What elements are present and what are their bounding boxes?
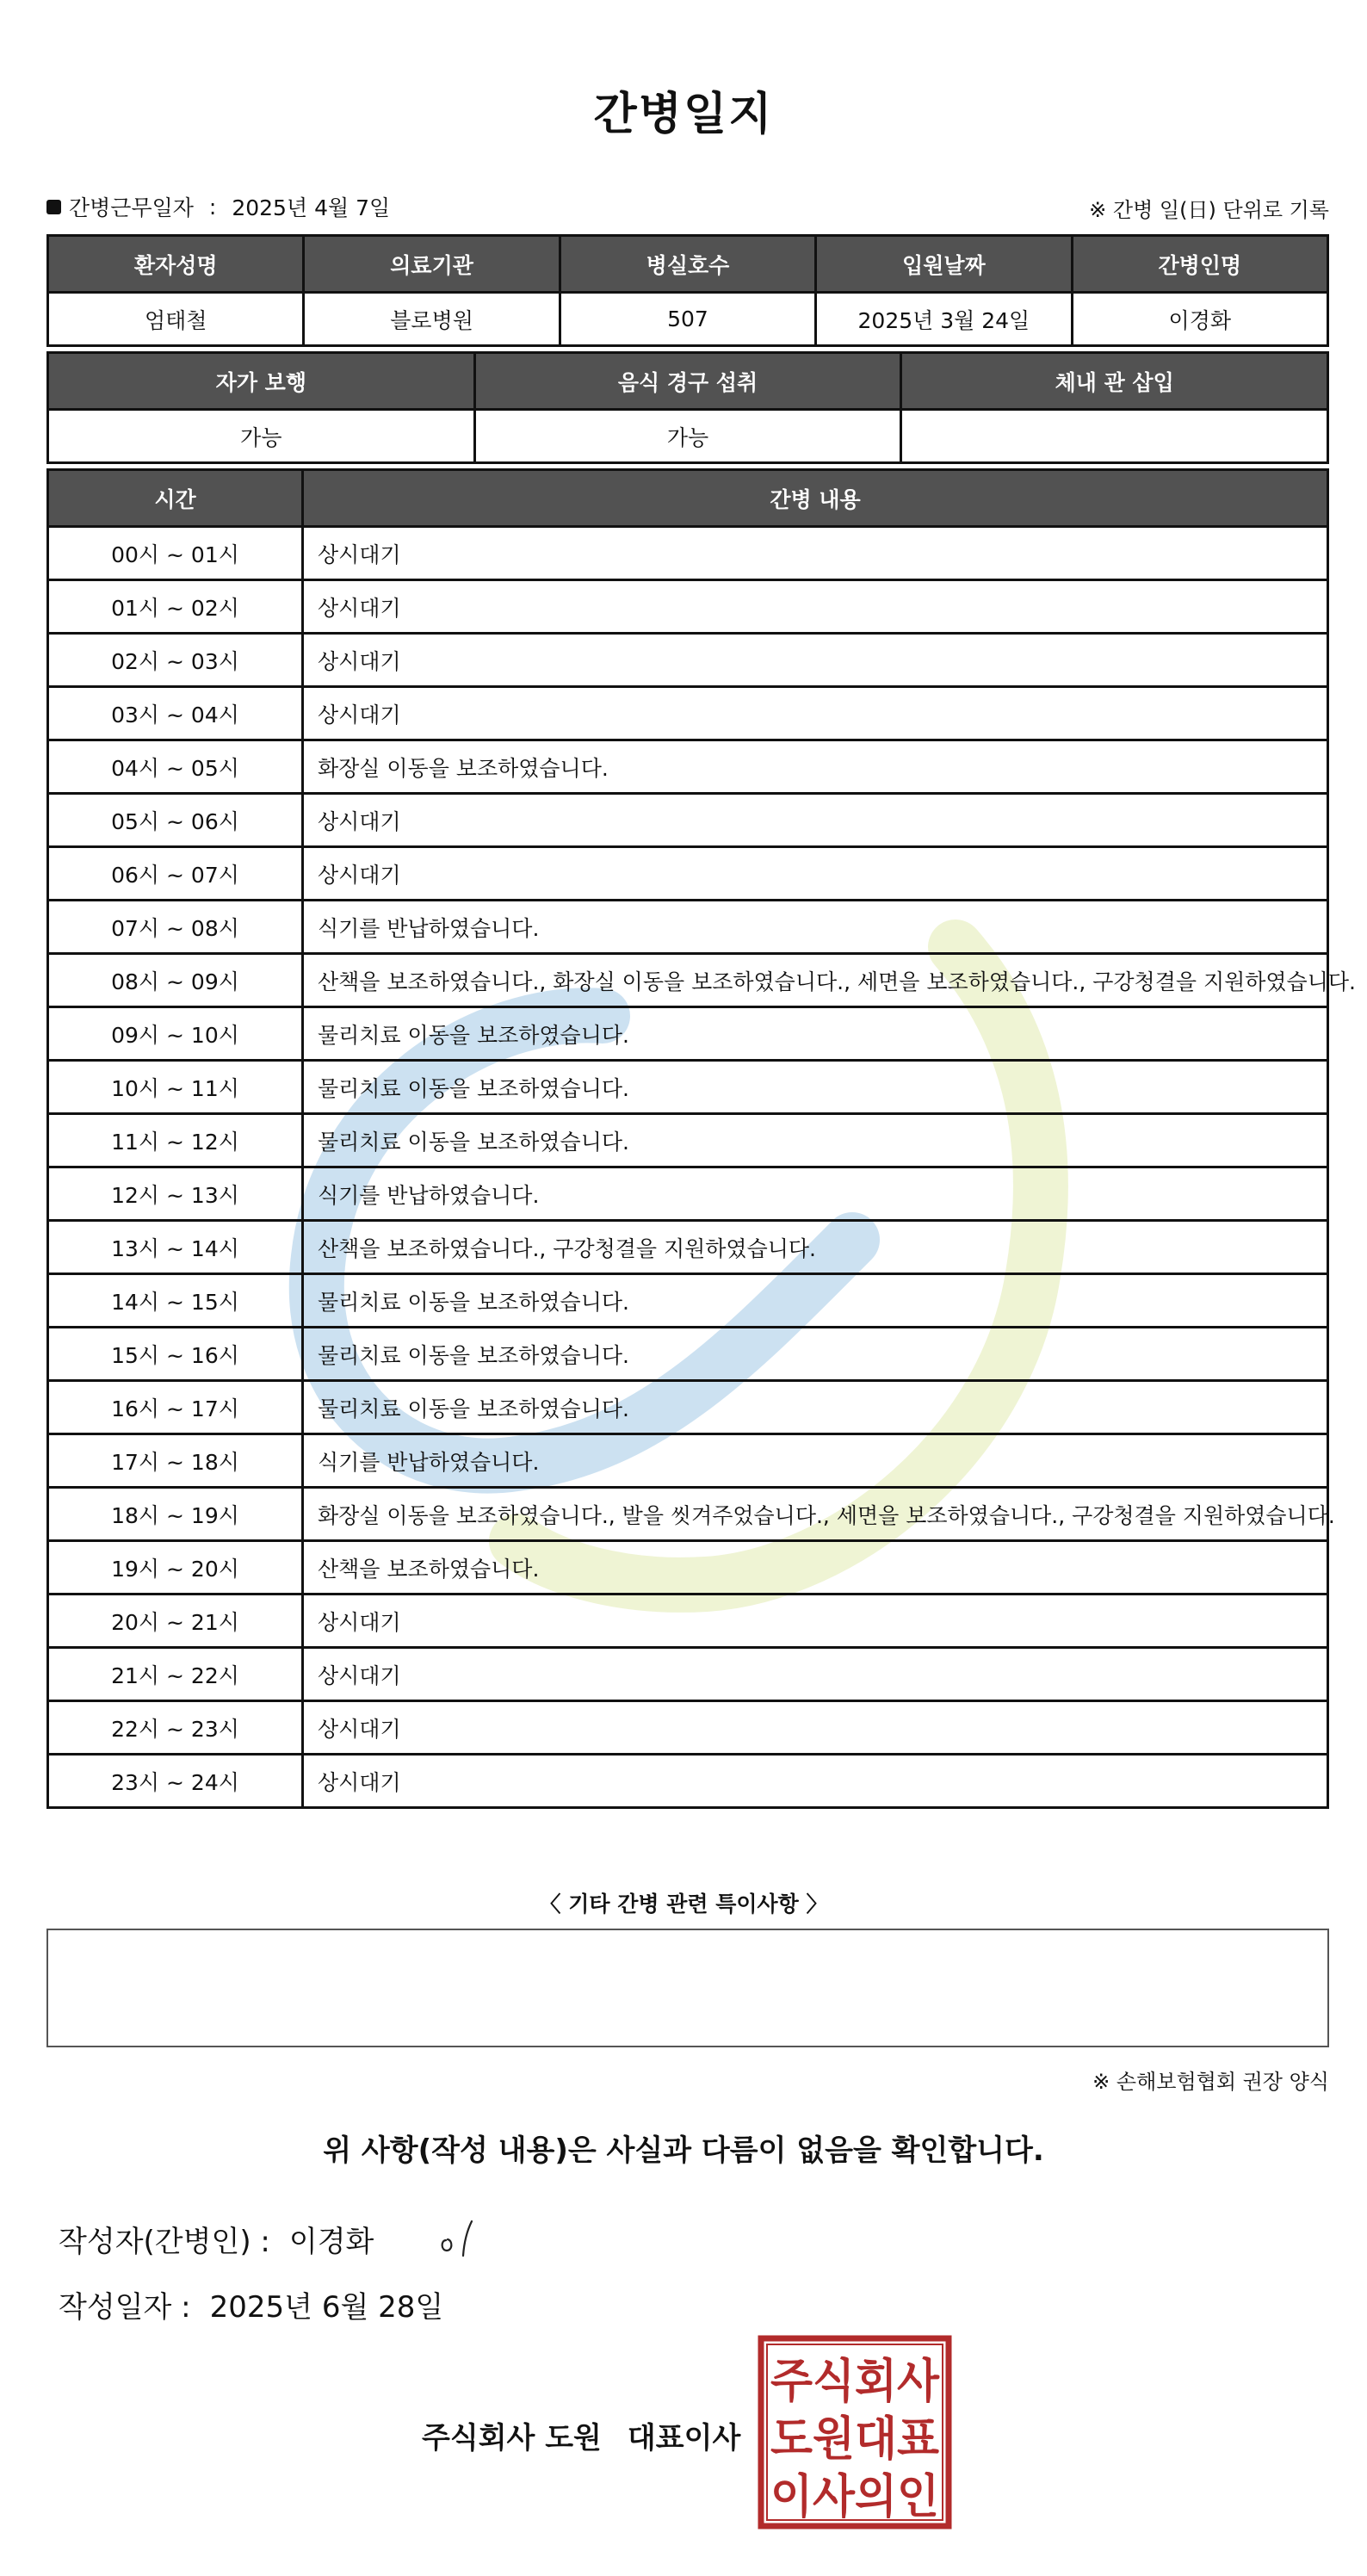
care-content-cell: 물리치료 이동을 보조하였습니다. bbox=[303, 1328, 1328, 1381]
notes-box bbox=[46, 1929, 1329, 2047]
care-row bbox=[48, 1541, 1328, 1595]
notes-title: 〈 기타 간병 관련 특이사항 〉 bbox=[539, 1892, 828, 1917]
care-content-cell: 상시대기 bbox=[303, 580, 1328, 634]
header-care-content: 간병 내용 bbox=[303, 470, 1328, 527]
header-patient-name: 환자성명 bbox=[48, 236, 304, 293]
care-row bbox=[48, 1007, 1328, 1061]
time-cell: 16시 ~ 17시 bbox=[48, 1381, 303, 1434]
care-row bbox=[48, 740, 1328, 794]
representative-title: 대표이사 bbox=[627, 2421, 741, 2455]
care-content-cell: 식기를 반납하였습니다. bbox=[303, 901, 1328, 954]
hospital-value: 블로병원 bbox=[304, 293, 560, 346]
time-cell: 11시 ~ 12시 bbox=[48, 1114, 303, 1167]
care-content-cell: 상시대기 bbox=[303, 634, 1328, 687]
time-cell: 06시 ~ 07시 bbox=[48, 847, 303, 901]
writer-line bbox=[59, 2218, 374, 2260]
care-content-cell: 상시대기 bbox=[303, 794, 1328, 847]
care-rows bbox=[48, 527, 1356, 1808]
care-row bbox=[48, 1755, 1328, 1808]
patient-info-table bbox=[46, 234, 1329, 347]
time-cell: 08시 ~ 09시 bbox=[48, 954, 303, 1007]
care-row bbox=[48, 580, 1328, 634]
care-row bbox=[48, 1328, 1328, 1381]
care-header-row bbox=[48, 470, 1328, 527]
care-content-cell: 물리치료 이동을 보조하였습니다. bbox=[303, 1061, 1328, 1114]
time-cell: 18시 ~ 19시 bbox=[48, 1488, 303, 1541]
header-time: 시간 bbox=[48, 470, 303, 527]
company-name: 주식회사 도원 bbox=[422, 2421, 602, 2455]
header-room-number: 병실호수 bbox=[560, 236, 815, 293]
work-date-line bbox=[46, 191, 390, 222]
admission-date-value: 2025년 3월 24일 bbox=[816, 293, 1072, 346]
care-content-cell: 물리치료 이동을 보조하였습니다. bbox=[303, 1114, 1328, 1167]
care-content-cell: 상시대기 bbox=[303, 847, 1328, 901]
care-content-cell: 화장실 이동을 보조하였습니다. bbox=[303, 740, 1328, 794]
care-row bbox=[48, 1434, 1328, 1488]
room-number-value: 507 bbox=[560, 293, 815, 346]
care-content-cell: 상시대기 bbox=[303, 1755, 1328, 1808]
header-hospital: 의료기관 bbox=[304, 236, 560, 293]
care-content-cell: 산책을 보조하였습니다., 구강청결을 지원하였습니다. bbox=[303, 1221, 1328, 1274]
care-row bbox=[48, 1595, 1328, 1648]
time-cell: 07시 ~ 08시 bbox=[48, 901, 303, 954]
time-cell: 15시 ~ 16시 bbox=[48, 1328, 303, 1381]
time-cell: 23시 ~ 24시 bbox=[48, 1755, 303, 1808]
time-cell: 17시 ~ 18시 bbox=[48, 1434, 303, 1488]
work-date-label: 간병근무일자 bbox=[69, 195, 194, 220]
care-row bbox=[48, 1167, 1328, 1221]
care-content-cell: 식기를 반납하였습니다. bbox=[303, 1167, 1328, 1221]
time-cell: 12시 ~ 13시 bbox=[48, 1167, 303, 1221]
care-row bbox=[48, 1114, 1328, 1167]
care-row bbox=[48, 954, 1328, 1007]
tube-insertion-value bbox=[901, 410, 1328, 463]
care-row bbox=[48, 1381, 1328, 1434]
seal-line-2: 도원대표 bbox=[770, 2412, 939, 2466]
time-cell: 10시 ~ 11시 bbox=[48, 1061, 303, 1114]
header-caregiver-name: 간병인명 bbox=[1072, 236, 1327, 293]
seal-line-3: 이사의인 bbox=[770, 2469, 939, 2523]
time-cell: 09시 ~ 10시 bbox=[48, 1007, 303, 1061]
care-row bbox=[48, 1221, 1328, 1274]
handwritten-signature bbox=[437, 2211, 489, 2263]
care-content-table bbox=[46, 468, 1356, 1809]
time-cell: 01시 ~ 02시 bbox=[48, 580, 303, 634]
care-row bbox=[48, 794, 1328, 847]
time-cell: 21시 ~ 22시 bbox=[48, 1648, 303, 1701]
care-row bbox=[48, 634, 1328, 687]
care-content-cell: 물리치료 이동을 보조하였습니다. bbox=[303, 1274, 1328, 1328]
unit-note: ※ 간병 일(日) 단위로 기록 bbox=[1089, 198, 1329, 222]
company-line bbox=[422, 2414, 740, 2456]
patient-status-table bbox=[46, 351, 1329, 464]
time-cell: 19시 ~ 20시 bbox=[48, 1541, 303, 1595]
document-title: 간병일지 bbox=[593, 89, 774, 140]
time-cell: 02시 ~ 03시 bbox=[48, 634, 303, 687]
care-content-cell: 식기를 반납하였습니다. bbox=[303, 1434, 1328, 1488]
care-content-cell: 화장실 이동을 보조하였습니다., 발을 씻겨주었습니다., 세면을 보조하였습니다., 구강청결을 지원하였습니다. bbox=[303, 1488, 1328, 1541]
time-cell: 14시 ~ 15시 bbox=[48, 1274, 303, 1328]
square-bullet-icon bbox=[46, 200, 61, 214]
care-content-cell: 상시대기 bbox=[303, 1648, 1328, 1701]
care-content-cell: 물리치료 이동을 보조하였습니다. bbox=[303, 1007, 1328, 1061]
written-date-label: 작성일자 : bbox=[59, 2290, 191, 2325]
care-row bbox=[48, 1061, 1328, 1114]
time-cell: 04시 ~ 05시 bbox=[48, 740, 303, 794]
company-seal-stamp bbox=[758, 2335, 952, 2530]
patient-info-value-row bbox=[48, 293, 1328, 346]
care-row bbox=[48, 1701, 1328, 1755]
oral-intake-value: 가능 bbox=[474, 410, 901, 463]
care-row bbox=[48, 1648, 1328, 1701]
care-row bbox=[48, 687, 1328, 740]
patient-status-header-row bbox=[48, 353, 1328, 410]
header-oral-intake: 음식 경구 섭취 bbox=[474, 353, 901, 410]
time-cell: 22시 ~ 23시 bbox=[48, 1701, 303, 1755]
care-row bbox=[48, 527, 1328, 580]
care-row bbox=[48, 1488, 1328, 1541]
patient-name-value: 엄태철 bbox=[48, 293, 304, 346]
writer-name: 이경화 bbox=[288, 2225, 374, 2259]
self-walking-value: 가능 bbox=[48, 410, 475, 463]
care-content-cell: 산책을 보조하였습니다. bbox=[303, 1541, 1328, 1595]
caregiver-name-value: 이경화 bbox=[1072, 293, 1327, 346]
written-date-line bbox=[59, 2283, 443, 2325]
care-row bbox=[48, 901, 1328, 954]
care-content-cell: 물리치료 이동을 보조하였습니다. bbox=[303, 1381, 1328, 1434]
time-cell: 00시 ~ 01시 bbox=[48, 527, 303, 580]
care-row bbox=[48, 1274, 1328, 1328]
header-self-walking: 자가 보행 bbox=[48, 353, 475, 410]
care-content-cell: 상시대기 bbox=[303, 527, 1328, 580]
writer-label: 작성자(간병인) : bbox=[59, 2225, 270, 2259]
care-content-cell: 상시대기 bbox=[303, 1701, 1328, 1755]
care-content-cell: 상시대기 bbox=[303, 687, 1328, 740]
patient-status-value-row bbox=[48, 410, 1328, 463]
header-tube-insertion: 체내 관 삽입 bbox=[901, 353, 1328, 410]
care-content-cell: 산책을 보조하였습니다., 화장실 이동을 보조하였습니다., 세면을 보조하였습니다., 구강청결을 지원하였습니다. bbox=[303, 954, 1328, 1007]
time-cell: 03시 ~ 04시 bbox=[48, 687, 303, 740]
written-date-value: 2025년 6월 28일 bbox=[209, 2290, 444, 2325]
time-cell: 20시 ~ 21시 bbox=[48, 1595, 303, 1648]
form-source-note: ※ 손해보험협회 권장 양식 bbox=[1092, 2070, 1329, 2094]
time-cell: 05시 ~ 06시 bbox=[48, 794, 303, 847]
work-date-value: 2025년 4월 7일 bbox=[232, 195, 391, 220]
care-row bbox=[48, 847, 1328, 901]
seal-line-1: 주식회사 bbox=[770, 2354, 940, 2408]
care-content-cell: 상시대기 bbox=[303, 1595, 1328, 1648]
time-cell: 13시 ~ 14시 bbox=[48, 1221, 303, 1274]
work-date-separator: : bbox=[208, 194, 217, 220]
patient-info-header-row bbox=[48, 236, 1328, 293]
header-admission-date: 입원날짜 bbox=[816, 236, 1072, 293]
confirmation-statement: 위 사항(작성 내용)은 사실과 다름이 없음을 확인합니다. bbox=[323, 2133, 1044, 2168]
